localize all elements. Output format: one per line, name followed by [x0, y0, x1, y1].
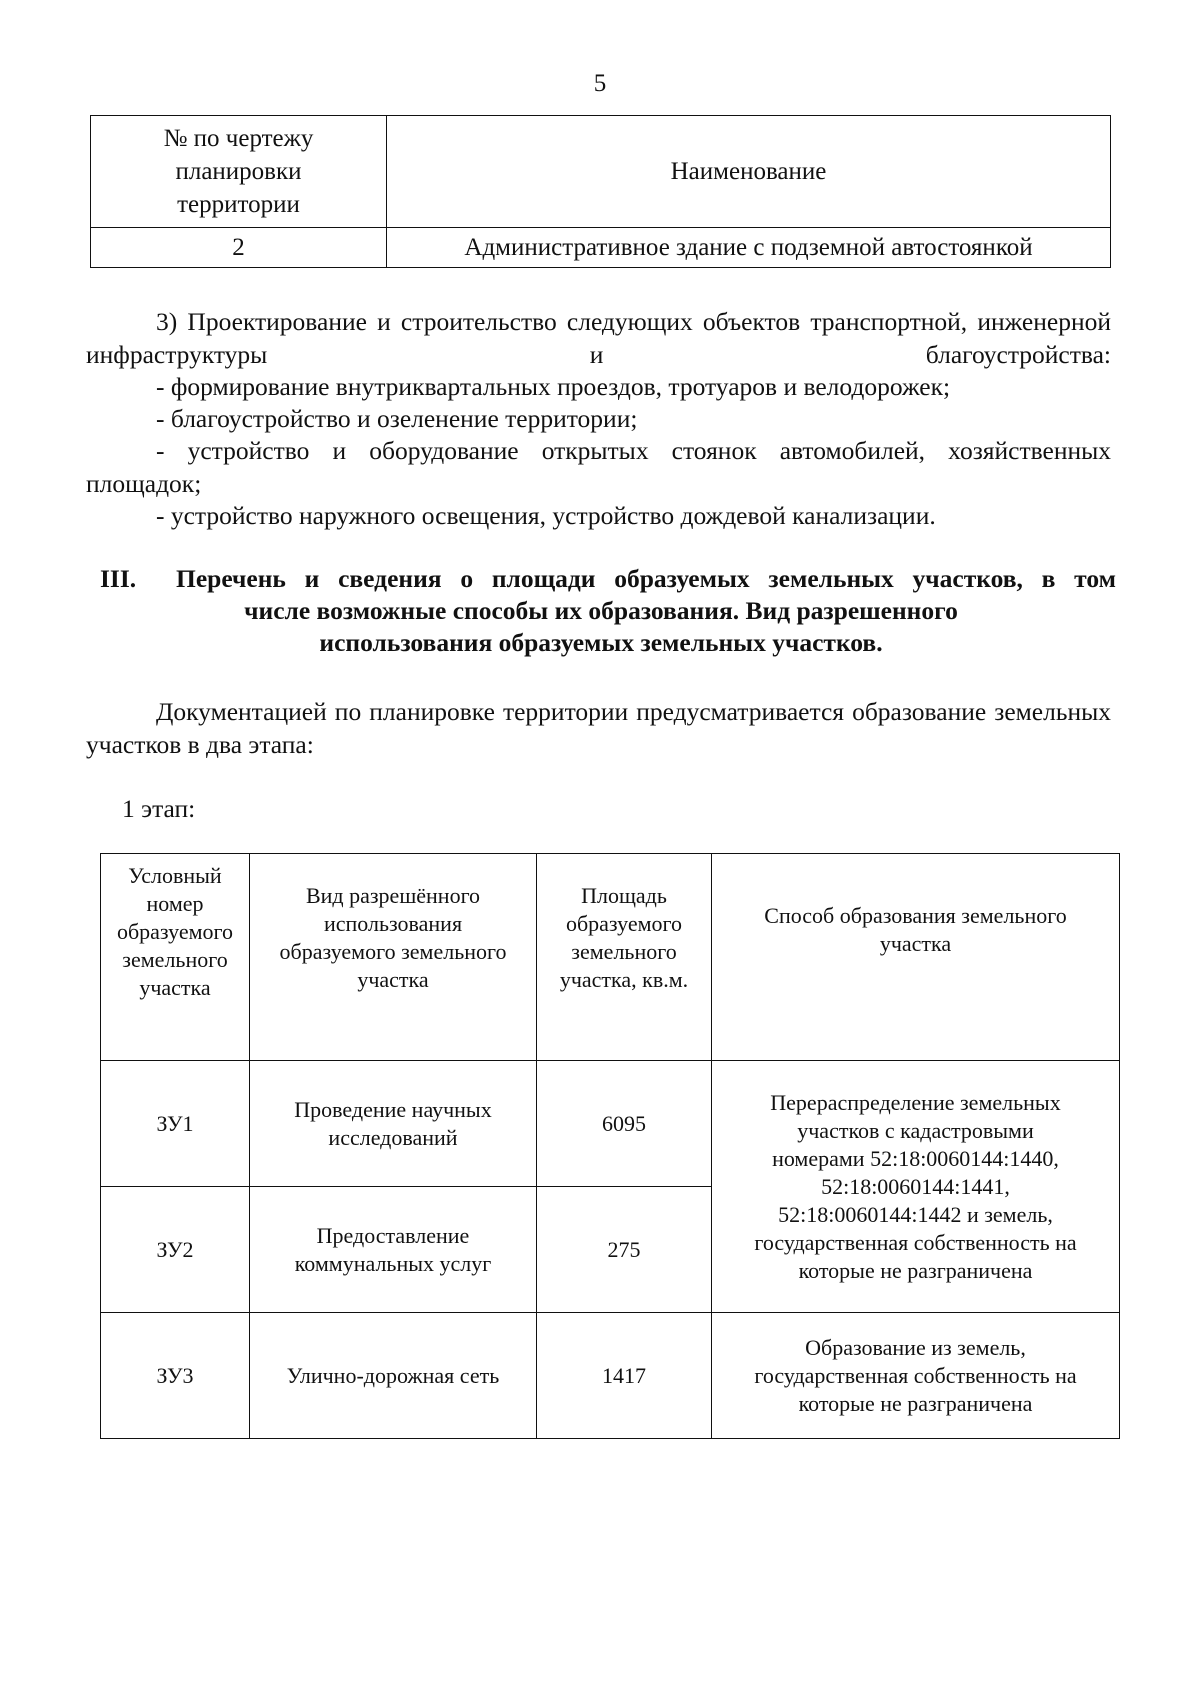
list-item: - устройство наружного освещения, устройство дождевой канализации. [156, 501, 936, 530]
header-permitted-use: Вид разрешённого использования образуемого земельного участка [250, 854, 537, 1061]
list-item: - формирование внутриквартальных проездов, тротуаров и велодорожек; [156, 372, 951, 401]
cell-name: Административное здание с подземной автостоянкой [387, 228, 1111, 268]
section-title-line: Перечень и сведения о площади образуемых земельных участков, в том [176, 564, 1116, 593]
land-plots-table [100, 853, 1120, 1439]
paragraph-text: 3) Проектирование и строительство следующих объектов транспортной, инженерной инфраструктуры и благоустройства: [86, 307, 1111, 369]
cell-formation-method: Образование из земель, государственная собственность на которые не разграничена [712, 1313, 1120, 1439]
table-row [91, 228, 1111, 268]
section-title-line: использования образуемых земельных участков. [319, 628, 883, 657]
list-item: - устройство и оборудование открытых стоянок автомобилей, хозяйственных площадок; [86, 436, 1111, 498]
table-row [101, 1061, 1120, 1187]
cell-permitted-use: Улично-дорожная сеть [250, 1313, 537, 1439]
paragraph-infrastructure [86, 306, 1111, 371]
cell-formation-method: Перераспределение земельных участков с кадастровыми номерами 52:18:0060144:1440, 52:18:0060144:1441, 52:18:0060144:1442 и земель, государственная собственность на которые не разграничена [712, 1061, 1120, 1313]
section-number: III. [100, 564, 137, 593]
cell-plot-id: ЗУ2 [101, 1187, 250, 1313]
header-drawing-number: № по чертежу планировки территории [91, 116, 387, 228]
cell-permitted-use: Проведение научных исследований [250, 1061, 537, 1187]
header-formation-method: Способ образования земельного участка [712, 854, 1120, 1061]
cell-area: 6095 [537, 1061, 712, 1187]
intro-paragraph: Документацией по планировке территории предусматривается образование земельных участков в два этапа: [86, 697, 1111, 759]
cell-plot-id: ЗУ1 [101, 1061, 250, 1187]
page-number: 5 [593, 70, 607, 97]
table-header-row [91, 116, 1111, 228]
header-plot-number: Условный номер образуемого земельного участка [101, 854, 250, 1061]
header-name: Наименование [387, 116, 1111, 228]
planning-objects-table [90, 115, 1111, 268]
list-item: - благоустройство и озеленение территории; [156, 404, 638, 433]
header-area: Площадь образуемого земельного участка, кв.м. [537, 854, 712, 1061]
cell-area: 1417 [537, 1313, 712, 1439]
table-header-row [101, 854, 1120, 1061]
cell-permitted-use: Предоставление коммунальных услуг [250, 1187, 537, 1313]
table-row [101, 1313, 1120, 1439]
stage-label: 1 этап: [122, 794, 196, 823]
section-title-line: числе возможные способы их образования. Вид разрешенного [244, 596, 958, 625]
cell-area: 275 [537, 1187, 712, 1313]
cell-number: 2 [91, 228, 387, 268]
cell-plot-id: ЗУ3 [101, 1313, 250, 1439]
